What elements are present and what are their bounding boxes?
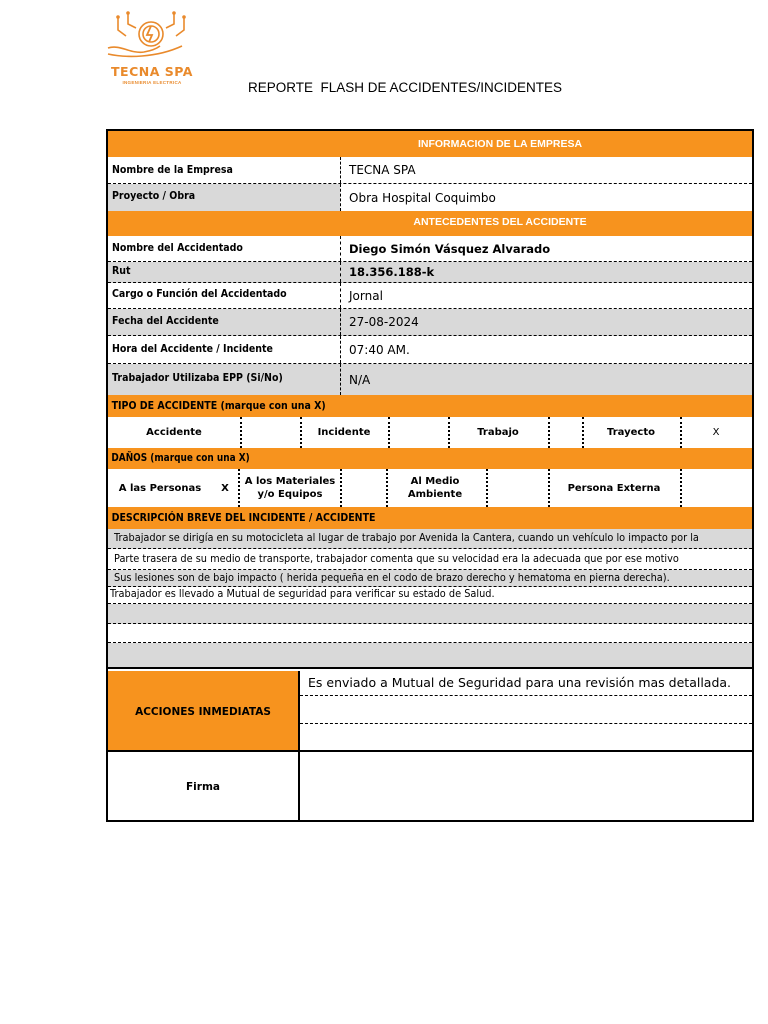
actions-text: Es enviado a Mutual de Seguridad para una revisión mas detallada. <box>308 675 732 690</box>
description-line-4: Trabajador es llevado a Mutual de seguridad para verificar su estado de Salud. <box>108 587 752 604</box>
accident-section-header: ANTECEDENTES DEL ACCIDENTE <box>108 211 752 236</box>
damage-external-mark[interactable] <box>680 469 752 507</box>
company-name-value: TECNA SPA <box>340 157 416 183</box>
description-line-2: Parte trasera de su medio de transporte, trabajador comenta que su velocidad era la adecuada que por ese motivo <box>108 549 752 570</box>
immediate-actions-area[interactable] <box>300 671 752 752</box>
accident-type-accidente-label: Accidente <box>108 417 242 448</box>
logo-company-name: TECNA SPA <box>111 64 193 79</box>
time-value: 07:40 AM. <box>340 336 410 363</box>
time-row <box>108 336 752 364</box>
company-name-label: Nombre de la Empresa <box>112 164 233 176</box>
project-label: Proyecto / Obra <box>112 190 196 202</box>
damages-row <box>108 469 752 507</box>
actions-line-3 <box>300 723 752 750</box>
accident-type-incidente-mark[interactable] <box>388 417 450 448</box>
injured-name-label: Nombre del Accidentado <box>112 242 243 254</box>
role-label: Cargo o Función del Accidentado <box>112 288 287 300</box>
epp-value: N/A <box>340 364 370 395</box>
damages-header: DAÑOS (marque con una X) <box>108 448 752 469</box>
date-row <box>108 309 752 336</box>
description-line-7 <box>108 643 752 667</box>
rut-row <box>108 262 752 283</box>
rut-label: Rut <box>112 265 131 277</box>
accident-type-trabajo-mark[interactable] <box>548 417 584 448</box>
accident-type-trayecto-label: Trayecto <box>582 417 682 448</box>
date-label: Fecha del Accidente <box>112 315 219 327</box>
company-name-row <box>108 157 752 184</box>
accident-type-incidente-label: Incidente <box>300 417 390 448</box>
epp-row <box>108 364 752 395</box>
logo-tagline: INGENIERIA ELECTRICA <box>122 80 182 85</box>
damage-external-label: Persona Externa <box>548 469 682 507</box>
immediate-actions-label: ACCIONES INMEDIATAS <box>108 671 300 752</box>
description-line-3: Sus lesiones son de bajo impacto ( herida pequeña en el codo de brazo derecho y hematoma en pierna derecha). <box>108 570 752 587</box>
signature-area[interactable] <box>300 752 752 822</box>
rut-value: 18.356.188-k <box>340 262 434 282</box>
section-divider <box>108 667 752 669</box>
time-label: Hora del Accidente / Incidente <box>112 343 273 355</box>
damage-environment-mark[interactable] <box>488 469 550 507</box>
accident-type-row <box>108 417 752 448</box>
company-section-header: INFORMACION DE LA EMPRESA <box>108 131 752 157</box>
damage-materials-label: A los Materiales y/o Equipos <box>244 476 336 500</box>
report-title: REPORTE FLASH DE ACCIDENTES/INCIDENTES <box>248 80 563 95</box>
actions-line-1 <box>300 671 752 696</box>
accident-type-trabajo-label: Trabajo <box>448 417 550 448</box>
damage-people-label: A las Personas <box>118 482 202 494</box>
signature-label: Firma <box>108 752 300 822</box>
description-line-1: Trabajador se dirigía en su motocicleta al lugar de trabajo por Avenida la Cantera, cuando un vehículo lo impacto por la <box>108 529 752 549</box>
accident-report-form <box>106 129 754 822</box>
damage-people-mark[interactable]: X <box>212 469 240 507</box>
date-value: 27-08-2024 <box>340 309 419 335</box>
epp-label: Trabajador Utilizaba EPP (Si/No) <box>112 372 283 384</box>
description-line-5 <box>108 604 752 624</box>
damage-environment-label: Al Medio Ambiente <box>384 469 488 507</box>
description-header: DESCRIPCIÓN BREVE DEL INCIDENTE / ACCIDENTE <box>108 507 752 529</box>
project-value: Obra Hospital Coquimbo <box>340 184 752 211</box>
injured-name-value: Diego Simón Vásquez Alvarado <box>340 236 550 261</box>
project-row <box>108 184 752 211</box>
description-line-6 <box>108 624 752 643</box>
accident-type-header: TIPO DE ACCIDENTE (marque con una X) <box>108 395 752 417</box>
actions-line-2 <box>300 695 752 724</box>
injured-name-row <box>108 236 752 262</box>
role-row <box>108 283 752 309</box>
accident-type-accidente-mark[interactable] <box>240 417 302 448</box>
damage-materials-mark[interactable] <box>340 469 388 507</box>
role-value: Jornal <box>340 283 383 308</box>
accident-type-trayecto-mark[interactable]: X <box>712 427 720 438</box>
